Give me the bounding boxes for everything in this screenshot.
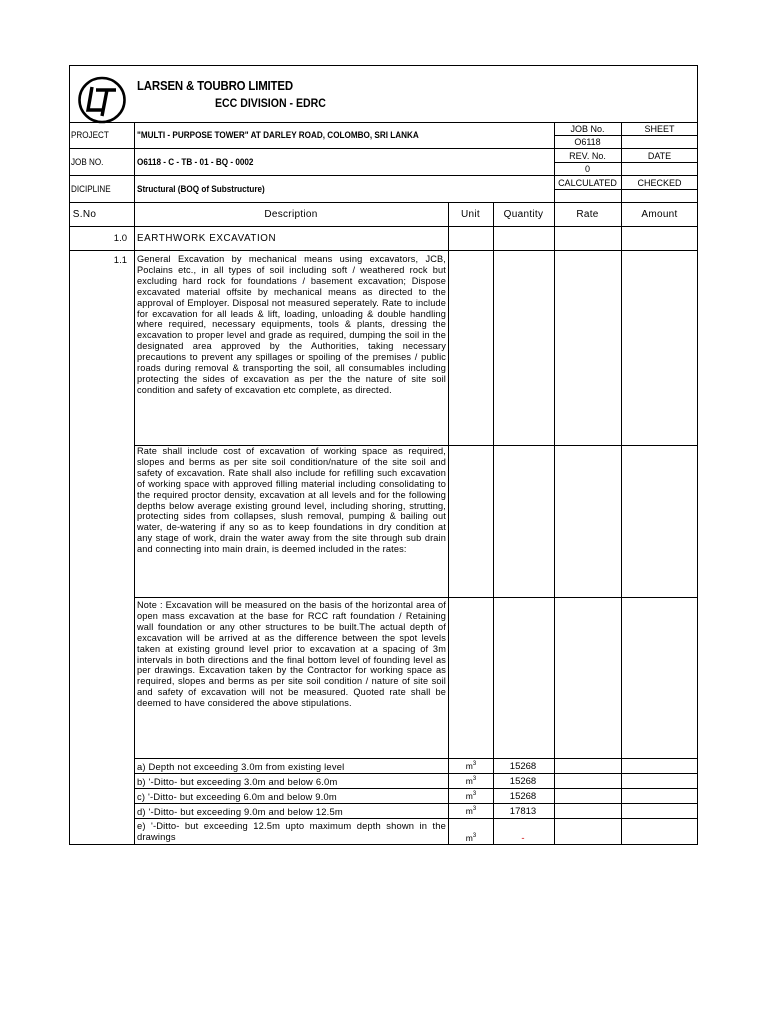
section-title: EARTHWORK EXCAVATION	[137, 233, 277, 244]
rule	[69, 202, 698, 203]
rule	[621, 202, 622, 845]
subitem-unit	[460, 791, 482, 801]
job-no-box-label: JOB No.	[570, 124, 605, 134]
unit-sup: 3	[472, 776, 477, 782]
item-para-1: General Excavation by mechanical means using excavators, JCB, Poclains etc., in all types of soil including soft / weathered rock but excluding hard rock for foundations / basement excavation; Dispose excavated material offsite by mechanical means as directed to the approval of Employer. Disposal not measured seperately. Rate to include for excavation for all leads & lift, loading, unloading & double handling where required, necessary equipments, tools & plants, dressing the excavation to proper level and grade as required, dumping the soil in the designated area approved by the Authorities, taking necessary precautions to prevent any spillages or spoiling of the premises / public roads during removal & transporting the soil, all consumables including protecting the sides of excavation as per the the nature of site soil condition and safety of excavation etc complete, as directed.	[137, 254, 446, 395]
discipline-label: DICIPLINE	[71, 184, 111, 194]
discipline-value: Structural (BOQ of Substructure)	[137, 184, 265, 195]
rule	[134, 773, 698, 774]
project-label: PROJECT	[71, 130, 109, 140]
unit-text: m	[465, 761, 473, 771]
subitem-unit	[460, 806, 482, 816]
unit-sup: 3	[472, 761, 477, 767]
job-no-value: O6118 - C - TB - 01 - BQ - 0002	[137, 157, 254, 168]
rule	[69, 250, 698, 251]
checked-label: CHECKED	[637, 178, 682, 188]
subitem-unit	[460, 761, 482, 771]
unit-text: m	[465, 776, 473, 786]
col-rate: Rate	[576, 209, 599, 220]
col-amount: Amount	[641, 209, 678, 220]
unit-sup: 3	[472, 833, 477, 839]
subitem-qty: -	[521, 833, 525, 844]
section-sno: 1.0	[113, 233, 127, 244]
rule	[621, 122, 622, 202]
unit-sup: 3	[472, 791, 477, 797]
subitem-qty: 15268	[509, 776, 537, 787]
rule	[134, 788, 698, 789]
calculated-label: CALCULATED	[558, 178, 617, 188]
col-description: Description	[264, 209, 318, 220]
rule	[69, 148, 698, 149]
unit-sup: 3	[472, 806, 477, 812]
unit-text: m	[465, 806, 473, 816]
item-para-3: Note : Excavation will be measured on the basis of the horizontal area of open mass excavation at the base for RCC raft foundation / Retaining wall foundation or any other structures to be built.The actual depth of excavation will be arrived at as the difference between the spot levels taken at existing ground level prior to excavation at a spacing of 3m intervals in both directions and the final bottom level of founding level as per drawings. Excavation taken by the Contractor for working space as required, slopes and berms as per site soil condition / nature of site soil and safety of excavation will not be measured. Quoted rate shall be deemed to have considered the above stipulations.	[137, 600, 446, 709]
rule	[448, 202, 449, 845]
rule	[554, 135, 698, 136]
subitem-desc: a) Depth not exceeding 3.0m from existing level	[137, 761, 345, 772]
job-no-box-value: O6118	[574, 137, 601, 147]
job-no-label: JOB NO.	[71, 157, 104, 167]
date-label: DATE	[647, 151, 672, 161]
boq-sheet	[69, 65, 699, 847]
sheet-label: SHEET	[644, 124, 675, 134]
division-name: ECC DIVISION - EDRC	[215, 96, 326, 110]
subitem-unit	[460, 776, 482, 786]
subitem-qty: 15268	[509, 791, 537, 802]
lt-logo-icon	[78, 76, 126, 124]
project-value: "MULTI - PURPOSE TOWER" AT DARLEY ROAD, COLOMBO, SRI LANKA	[137, 130, 419, 141]
subitem-desc: d) '-Ditto- but exceeding 9.0m and below 12.5m	[137, 806, 343, 817]
subitem-desc: e) '-Ditto- but exceeding 12.5m upto maximum depth shown in the drawings	[137, 820, 446, 842]
rule	[554, 189, 698, 190]
item-para-2: Rate shall include cost of excavation of working space as required, slopes and berms as per site soil condition/nature of the site soil and safety of excavation. Rate shall also include for refilling such excavation of working space with approved filling material including consolidating to the required proctor density, excavation at all levels and for the following depths below average existing ground level, including shoring, strutting, protecting sides from collapses, slush removal, pumping & bailing out water, de-watering if any so as to keep foundations in dry condition at any stage of work, drain the water away from the site through sub drain and connecting into main drain, is deemed included in the rates:	[137, 446, 446, 555]
rule	[554, 162, 698, 163]
company-name: LARSEN & TOUBRO LIMITED	[137, 78, 293, 93]
subitem-unit	[460, 833, 482, 843]
rule	[134, 202, 135, 845]
unit-text: m	[465, 833, 473, 843]
subitem-qty: 15268	[509, 761, 537, 772]
col-quantity: Quantity	[503, 209, 544, 220]
col-unit: Unit	[461, 209, 480, 220]
col-sno: S.No	[72, 209, 97, 220]
item-sno: 1.1	[113, 255, 127, 266]
rule	[554, 202, 555, 845]
subitem-desc: b) '-Ditto- but exceeding 3.0m and below 6.0m	[137, 776, 338, 787]
rule	[554, 122, 555, 202]
rule	[134, 803, 698, 804]
rule	[69, 122, 698, 123]
rule	[69, 175, 698, 176]
rev-label: REV. No.	[569, 151, 606, 161]
rule	[69, 226, 698, 227]
rule	[134, 597, 698, 598]
subitem-desc: c) '-Ditto- but exceeding 6.0m and below 9.0m	[137, 791, 337, 802]
rule	[493, 202, 494, 845]
rule	[134, 758, 698, 759]
rev-value: 0	[584, 164, 590, 174]
unit-text: m	[465, 791, 473, 801]
rule	[134, 818, 698, 819]
subitem-qty: 17813	[509, 806, 537, 817]
rule	[134, 122, 135, 202]
